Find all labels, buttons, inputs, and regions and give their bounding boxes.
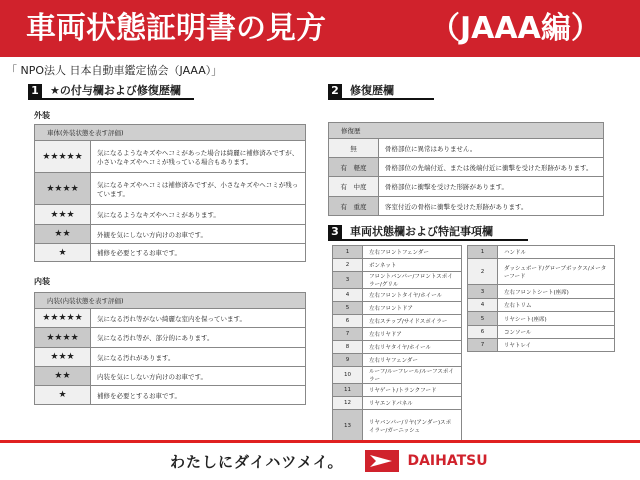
item-name: リヤバンパー/リヤ(アンダー)スポイラー/ガーニッシュ	[363, 410, 462, 442]
rating-description: 内装を気にしない方向けのお車です。	[91, 367, 306, 386]
rating-description: 客室付近の骨格に衝撃を受けた形跡があります。	[379, 197, 604, 216]
item-number: 13	[333, 410, 363, 442]
rating-key: 有 軽度	[329, 158, 379, 177]
exterior-label: 外装	[34, 111, 50, 120]
table-row	[468, 339, 615, 352]
divider	[0, 440, 640, 443]
item-number: 5	[333, 302, 363, 315]
rating-key: ★★★	[35, 205, 91, 225]
table-row	[333, 384, 462, 397]
table-row	[35, 328, 306, 348]
rating-description: 気になるキズやヘコミは補修済みですが、小さなキズやヘコミが残っています。	[91, 173, 306, 205]
item-number: 1	[468, 246, 498, 259]
rating-key: ★★★★	[35, 328, 91, 348]
table-row	[329, 177, 604, 197]
table-row	[333, 328, 462, 341]
daihatsu-emblem-icon	[365, 450, 399, 472]
repair-history-table	[328, 122, 604, 216]
section-number: 3	[328, 225, 342, 239]
rating-key: ★★	[35, 367, 91, 386]
item-number: 4	[333, 289, 363, 302]
page-subtitle: （JAAA編）	[430, 11, 601, 46]
item-number: 4	[468, 299, 498, 312]
item-name: リヤエンドパネル	[363, 397, 462, 410]
table-row	[35, 367, 306, 386]
item-name: ボンネット	[363, 259, 462, 272]
rating-key: ★	[35, 244, 91, 262]
item-name: 左右フロントタイヤ/ホイール	[363, 289, 462, 302]
item-name: 左右フロントフェンダー	[363, 246, 462, 259]
table-row	[329, 139, 604, 158]
item-name: リヤトレイ	[498, 339, 615, 352]
rating-key: 有 中度	[329, 177, 379, 197]
item-number: 3	[333, 272, 363, 289]
rating-key: ★★	[35, 225, 91, 244]
item-name: リヤゲート/トランクフード	[363, 384, 462, 397]
organization: 「 NPO法人 日本自動車鑑定協会（JAAA）」	[6, 64, 223, 77]
item-number: 5	[468, 312, 498, 326]
table-row	[329, 197, 604, 216]
item-number: 1	[333, 246, 363, 259]
item-number: 6	[333, 315, 363, 328]
title-banner	[0, 0, 640, 57]
section-number: 1	[28, 84, 42, 98]
exterior-rating-table	[34, 124, 306, 262]
item-name: 左右リヤフェンダー	[363, 354, 462, 367]
rating-description: 外観を気にしない方向けのお車です。	[91, 225, 306, 244]
brand-name: DAIHATSU	[407, 453, 488, 469]
rating-description: 骨格部位に異常はありません。	[379, 139, 604, 158]
table-header: 車体(外装状態を表す評価)	[35, 125, 306, 141]
slogan: わたしにダイハツメイ。	[170, 452, 344, 471]
rating-key: ★★★★★	[35, 309, 91, 328]
table-row	[35, 309, 306, 328]
rating-key: ★	[35, 386, 91, 405]
footer	[170, 450, 488, 472]
item-number: 11	[333, 384, 363, 397]
rating-key: ★★★★	[35, 173, 91, 205]
item-name: ハンドル	[498, 246, 615, 259]
table-row	[468, 246, 615, 259]
table-row	[333, 397, 462, 410]
table-row	[468, 259, 615, 285]
rating-description: 気になる汚れ等が、部分的にあります。	[91, 328, 306, 348]
table-row	[333, 315, 462, 328]
item-number: 7	[468, 339, 498, 352]
table-row	[333, 410, 462, 442]
table-row	[329, 158, 604, 177]
item-number: 10	[333, 367, 363, 384]
section2-heading	[328, 84, 434, 100]
interior-rating-table	[34, 292, 306, 405]
table-row	[35, 141, 306, 173]
rating-description: 気になる汚れ等がない綺麗な室内を保っています。	[91, 309, 306, 328]
table-row	[35, 348, 306, 367]
rating-description: 骨格部位の先端付近、または後端付近に衝撃を受けた形跡があります。	[379, 158, 604, 177]
table-row	[468, 326, 615, 339]
table-row	[35, 225, 306, 244]
section-title: ★の付与欄および修復歴欄	[50, 84, 181, 97]
item-name: コンソール	[498, 326, 615, 339]
item-number: 9	[333, 354, 363, 367]
item-number: 7	[333, 328, 363, 341]
table-row	[333, 367, 462, 384]
table-row	[468, 299, 615, 312]
rating-key: 有 重度	[329, 197, 379, 216]
item-number: 2	[333, 259, 363, 272]
rating-description: 骨格部位に衝撃を受けた形跡があります。	[379, 177, 604, 197]
item-name: 左右フロントシート(座席)	[498, 285, 615, 299]
section-title: 車両状態欄および特記事項欄	[350, 225, 493, 238]
item-number: 3	[468, 285, 498, 299]
item-name: 左右リヤタイヤ/ホイール	[363, 341, 462, 354]
rating-description: 補修を必要とするお車です。	[91, 386, 306, 405]
item-name: 左右トリム	[498, 299, 615, 312]
table-row	[333, 341, 462, 354]
table-row	[35, 244, 306, 262]
rating-description: 気になるようなキズやヘコミがあります。	[91, 205, 306, 225]
daihatsu-logo	[365, 450, 487, 472]
table-row	[468, 312, 615, 326]
table-row	[35, 205, 306, 225]
rating-description: 気になる汚れがあります。	[91, 348, 306, 367]
item-name: リヤシート(座席)	[498, 312, 615, 326]
item-name: フロントバンパー/フロントスポイラー/グリル	[363, 272, 462, 289]
section1-heading	[28, 84, 194, 100]
table-row	[333, 354, 462, 367]
rating-description: 気になるようなキズやヘコミがあった場合は綺麗に補修済みですが、小さいなキズやヘコミが残っている場合もあります。	[91, 141, 306, 173]
table-row	[333, 259, 462, 272]
rating-key: ★★★	[35, 348, 91, 367]
item-name: 左右フロントドア	[363, 302, 462, 315]
section-number: 2	[328, 84, 342, 98]
table-row	[35, 386, 306, 405]
interior-parts-table	[467, 245, 615, 352]
item-number: 6	[468, 326, 498, 339]
interior-label: 内装	[34, 277, 50, 286]
table-header: 内装(内装状態を表す評価)	[35, 293, 306, 309]
table-row	[333, 246, 462, 259]
table-row	[333, 272, 462, 289]
table-row	[333, 289, 462, 302]
table-row	[35, 173, 306, 205]
table-row	[333, 302, 462, 315]
rating-key: 無	[329, 139, 379, 158]
table-row	[468, 285, 615, 299]
rating-description: 補修を必要とするお車です。	[91, 244, 306, 262]
item-number: 2	[468, 259, 498, 285]
section-title: 修復歴欄	[350, 84, 394, 97]
item-number: 12	[333, 397, 363, 410]
item-name: 左右ステップ/サイドスポイラー	[363, 315, 462, 328]
page-title: 車両状態証明書の見方	[26, 11, 326, 46]
item-name: ダッシュボード/グローブボックス/メーターフード	[498, 259, 615, 285]
table-header: 修復歴	[329, 123, 604, 139]
rating-key: ★★★★★	[35, 141, 91, 173]
section3-heading	[328, 225, 528, 241]
item-number: 8	[333, 341, 363, 354]
item-name: ルーフ/ルーフレール/ルーフスポイラー	[363, 367, 462, 384]
exterior-parts-table	[332, 245, 462, 442]
item-name: 左右リヤドア	[363, 328, 462, 341]
